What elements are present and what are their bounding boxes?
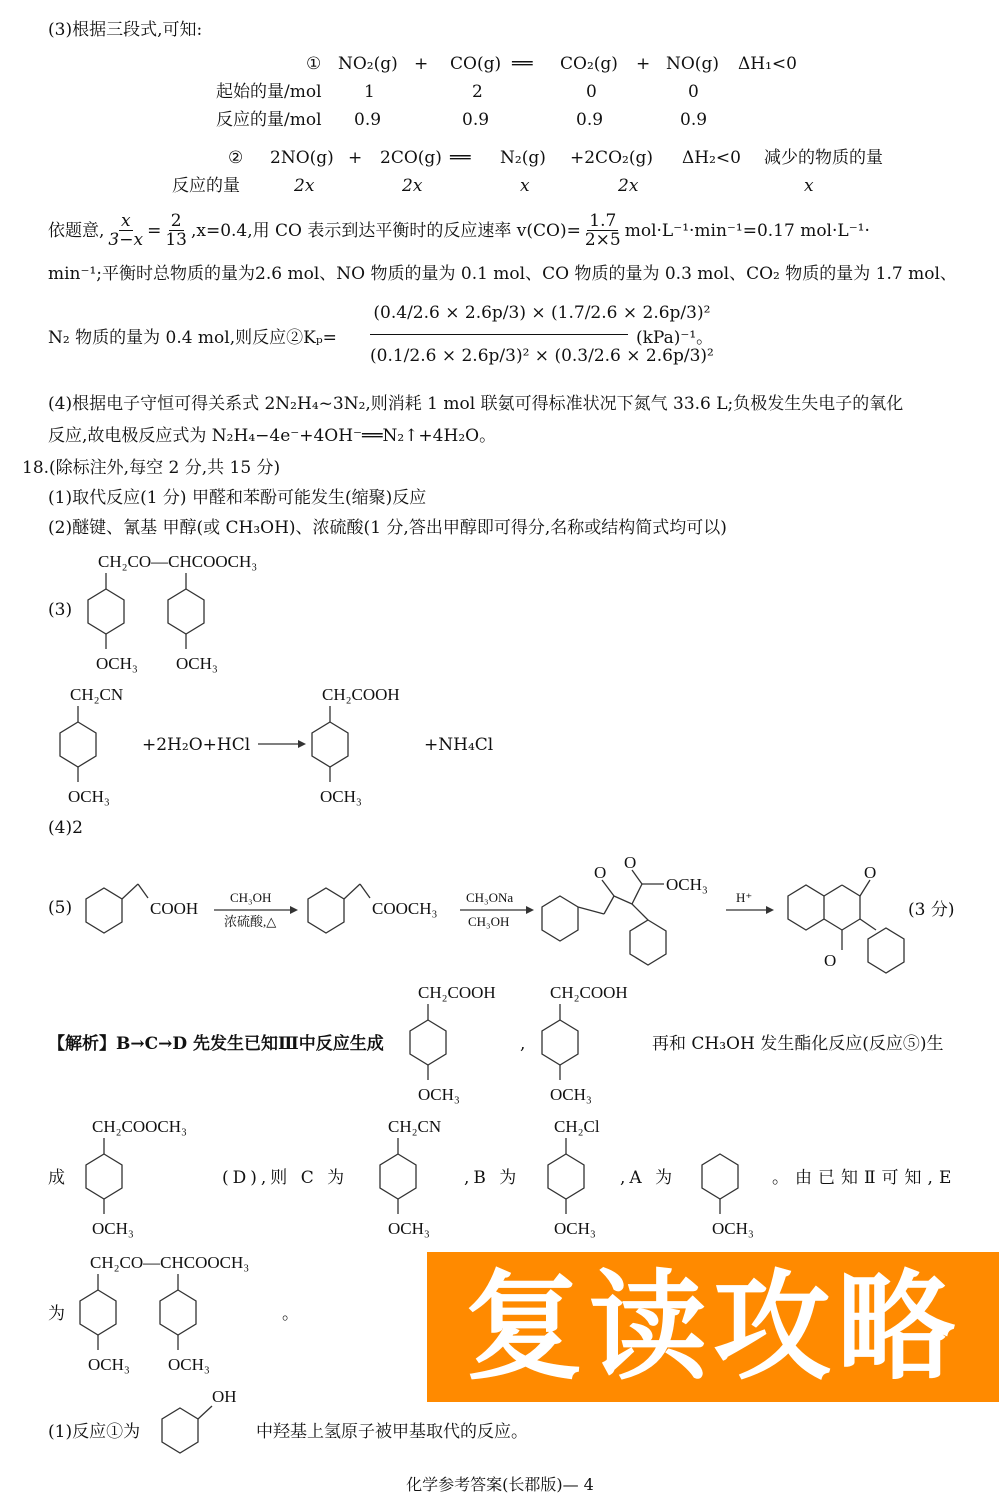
text: ,B 为: [464, 1168, 521, 1188]
synthesis-route: [80, 853, 1000, 980]
reagents: +2H₂O+HCl: [142, 735, 251, 755]
numerator: 2: [170, 211, 182, 231]
part3-intro: (3)根据三段式,可知:: [48, 20, 203, 40]
svg-text:OCH₃: OCH₃: [554, 1219, 596, 1238]
part4-line1: (4)根据电子守恒可得关系式 2N₂H₄~3N₂,则消耗 1 mol 联氨可得标准状况下氮气 33.6 L;负极发生失电子的氧化: [48, 394, 904, 414]
text: mol·L⁻¹·min⁻¹=0.17 mol·L⁻¹·: [624, 220, 870, 241]
svg-text:OCH₃: OCH₃: [418, 1085, 460, 1104]
value-cell: 0.9: [354, 110, 382, 130]
answer-3-label: (3): [48, 600, 73, 620]
text: 为: [48, 1304, 65, 1324]
byproduct: +NH₄Cl: [424, 735, 494, 755]
svg-text:O: O: [594, 863, 607, 882]
answer-1: (1)取代反应(1 分) 甲醛和苯酚可能发生(缩聚)反应: [48, 488, 427, 508]
part4-line2: 反应,故电极反应式为 N₂H₄−4e⁻+4OH⁻══N₂↑+4H₂O。: [48, 426, 497, 446]
value-cell: x: [520, 176, 530, 196]
eq2-term: N₂(g): [500, 148, 546, 168]
fraction: [106, 212, 145, 249]
numerator: 1.7: [589, 211, 617, 231]
eq2-term: +2CO₂(g): [570, 148, 653, 168]
value-cell: x: [804, 176, 814, 196]
answer-2: (2)醚键、氰基 甲醇(或 CH₃OH)、浓硫酸(1 分,答出甲醇即可得分,名称或结构简式均可以): [48, 518, 727, 538]
moles-line: min⁻¹;平衡时总物质的量为2.6 mol、NO 物质的量为 0.1 mol、CO 物质的量为 0.3 mol、CO₂ 物质的量为 1.7 mol、: [48, 264, 957, 284]
text: 依题意,: [48, 220, 105, 241]
svg-text:H⁺: H⁺: [736, 890, 753, 905]
svg-text:OH: OH: [212, 1387, 237, 1406]
row2-reacted-label: 反应的量: [172, 176, 240, 196]
svg-text:CH₃OH: CH₃OH: [468, 914, 510, 929]
value-cell: 0: [586, 82, 597, 102]
svg-text:OCH₃: OCH₃: [92, 1219, 134, 1238]
svg-text:O: O: [624, 853, 637, 872]
eq1-plus: +: [414, 54, 429, 74]
svg-text:OCH₃: OCH₃: [666, 875, 708, 894]
value-cell: 2x: [294, 176, 315, 196]
eq2-enthalpy: ΔH₂<0: [682, 148, 741, 168]
svg-text:CH₂Cl: CH₂Cl: [554, 1117, 600, 1136]
eq1-enthalpy: ΔH₁<0: [738, 54, 797, 74]
denominator: 3−x: [108, 230, 144, 250]
fraction: [163, 212, 189, 249]
svg-text:OCH₃: OCH₃: [96, 654, 138, 673]
eq1-plus: +: [636, 54, 651, 74]
reaction1-marker: ①: [306, 54, 322, 74]
answer-5-label: (5): [48, 898, 73, 918]
text: 。由已知Ⅱ可知,E: [772, 1168, 958, 1188]
svg-text:OCH₃: OCH₃: [68, 787, 110, 806]
value-cell: 1: [364, 82, 375, 102]
eq1-term: CO₂(g): [560, 54, 618, 74]
svg-text:OCH₃: OCH₃: [176, 654, 218, 673]
row-initial-label: 起始的量/mol: [216, 82, 322, 102]
eq2-term: 2NO(g): [270, 148, 334, 168]
text: (1)反应①为: [48, 1422, 141, 1442]
svg-text:OCH₃: OCH₃: [320, 787, 362, 806]
value-cell: 2x: [402, 176, 423, 196]
analysis-line1-suffix: 再和 CH₃OH 发生酯化反应(反应⑤)生: [652, 1034, 944, 1054]
eq2-equals: ══: [450, 148, 471, 168]
svg-text:CH₂COOH: CH₂COOH: [550, 983, 628, 1002]
svg-text:OCH₃: OCH₃: [388, 1219, 430, 1238]
eq2-plus: +: [348, 148, 363, 168]
value-cell: 0.9: [576, 110, 604, 130]
svg-text:OCH₃: OCH₃: [550, 1085, 592, 1104]
svg-text:CH₂CN: CH₂CN: [70, 685, 124, 704]
denominator: 13: [165, 230, 187, 250]
text: ,A 为: [620, 1168, 677, 1188]
acid-structure-1: [400, 978, 520, 1108]
fraction: [583, 212, 623, 249]
acid-structure-2: [536, 978, 656, 1108]
text: (D),则 C 为: [222, 1168, 349, 1188]
eq1-term: NO₂(g): [338, 54, 398, 74]
svg-text:CH₃ONa: CH₃ONa: [466, 890, 514, 905]
svg-text:COOH: COOH: [150, 899, 199, 918]
denominator: 2×5: [584, 230, 621, 250]
svg-text:CH₂CO—CHCOOCH₃: CH₂CO—CHCOOCH₃: [90, 1253, 250, 1272]
svg-text:CH₂CO—CHCOOCH₃: CH₂CO—CHCOOCH₃: [98, 552, 258, 571]
watermark-text: 复读攻略: [464, 1258, 961, 1396]
value-cell: 2x: [618, 176, 639, 196]
compound-e-structure: [72, 1248, 292, 1378]
kp-unit: (kPa)⁻¹。: [636, 328, 714, 348]
kp-numerator: (0.4/2.6 × 2.6p/3) × (1.7/2.6 × 2.6p/3)²: [373, 303, 711, 323]
svg-text:CH₃OH: CH₃OH: [230, 890, 272, 905]
value-cell: 0.9: [680, 110, 708, 130]
ester-d-structure: [76, 1112, 216, 1242]
analysis-line1-prefix: 【解析】B→C→D 先发生已知Ⅲ中反应生成: [48, 1034, 384, 1054]
eq2-note: 减少的物质的量: [764, 148, 883, 168]
svg-text:CH₂COOCH₃: CH₂COOCH₃: [92, 1117, 187, 1136]
kp-denominator: (0.1/2.6 × 2.6p/3)² × (0.3/2.6 × 2.6p/3)²: [370, 346, 714, 366]
answer-3-structure: [70, 545, 310, 675]
svg-text:OCH₃: OCH₃: [88, 1355, 130, 1374]
text: 中羟基上氢原子被甲基取代的反应。: [256, 1422, 528, 1442]
comma: ,: [520, 1034, 526, 1054]
eq1-term: CO(g): [450, 54, 502, 74]
eq1-equals: ══: [512, 54, 533, 74]
svg-text:浓硫酸,△: 浓硫酸,△: [224, 914, 277, 929]
text: 成: [48, 1168, 65, 1188]
svg-text:O: O: [864, 863, 877, 882]
eq1-term: NO(g): [666, 54, 719, 74]
phenol-structure: [150, 1380, 250, 1460]
text: ,x=0.4,用 CO 表示到达平衡时的反应速率 v(CO)=: [190, 220, 581, 241]
reaction2-marker: ②: [228, 148, 244, 168]
kp-line-prefix: N₂ 物质的量为 0.4 mol,则反应②Kₚ=: [48, 328, 337, 348]
value-cell: 2: [472, 82, 483, 102]
watermark-banner: [427, 1252, 999, 1402]
svg-text:CH₂CN: CH₂CN: [388, 1117, 442, 1136]
score-3: (3 分): [908, 900, 955, 920]
svg-text:OCH₃: OCH₃: [168, 1355, 210, 1374]
svg-text:COOCH₃: COOCH₃: [372, 899, 438, 918]
question-18-header: 18.(除标注外,每空 2 分,共 15 分): [22, 458, 281, 478]
answer-4: (4)2: [48, 818, 83, 838]
nitrile-c-structure: [370, 1112, 470, 1242]
row-reacted-label: 反应的量/mol: [216, 110, 322, 130]
eq2-term: 2CO(g): [380, 148, 442, 168]
value-cell: 0: [688, 82, 699, 102]
value-cell: 0.9: [462, 110, 490, 130]
rate-line: 依题意, $\frac{x}{3-x}$ = $\frac{2}{13}$ ,x=0.4,用 CO 表示到达平衡时的反应速率 v(CO)= $\frac{1.7}{2\times 5}$ mol·L⁻¹·min⁻¹=0.17 mol·L⁻¹·: [48, 211, 870, 250]
svg-text:CH₂COOH: CH₂COOH: [322, 685, 400, 704]
numerator: x: [120, 211, 131, 231]
svg-text:OCH₃: OCH₃: [712, 1219, 754, 1238]
page-footer: 化学参考答案(长郡版)— 4: [406, 1475, 594, 1494]
svg-text:CH₂COOH: CH₂COOH: [418, 983, 496, 1002]
text: 。: [282, 1304, 299, 1324]
acid-product: [292, 680, 432, 810]
svg-text:O: O: [824, 951, 837, 970]
